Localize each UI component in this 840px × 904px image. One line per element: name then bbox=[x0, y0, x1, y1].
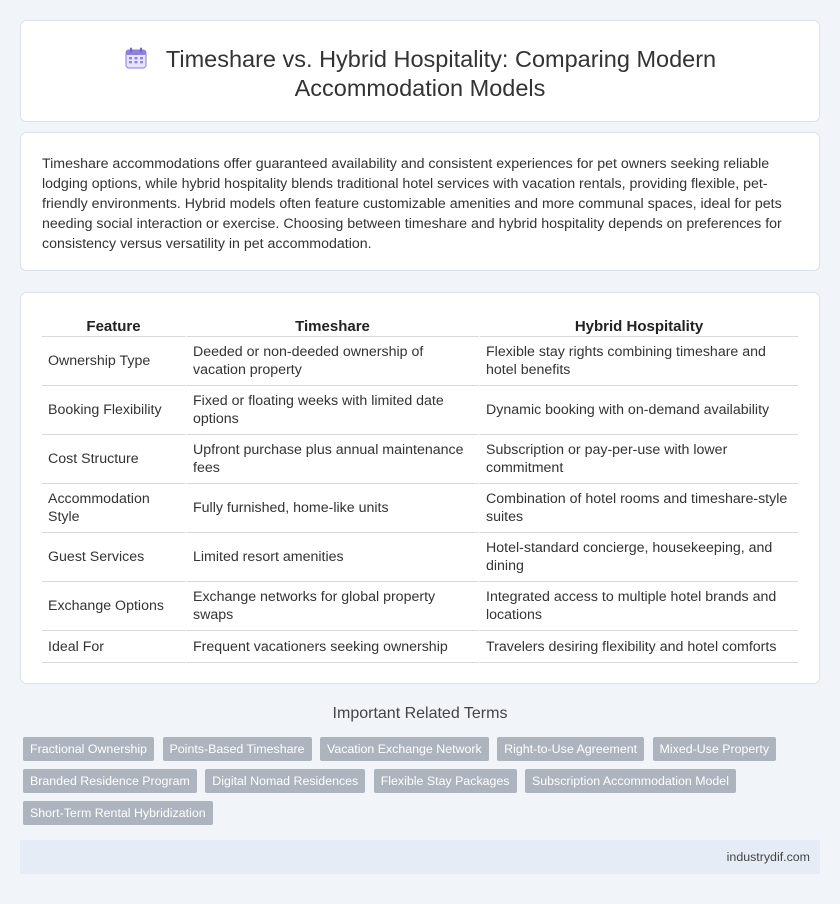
hybrid-cell: Subscription or pay-per-use with lower commitment bbox=[480, 435, 798, 484]
footer bbox=[20, 840, 820, 874]
hybrid-cell: Dynamic booking with on-demand availability bbox=[480, 386, 798, 435]
table-row bbox=[42, 582, 798, 631]
hybrid-cell: Travelers desiring flexibility and hotel comforts bbox=[480, 631, 798, 663]
related-terms-title: Important Related Terms bbox=[332, 705, 508, 722]
table-row bbox=[42, 484, 798, 533]
title-line-1: Timeshare vs. Hybrid Hospitality: Comparing Modern bbox=[165, 46, 717, 72]
related-term-tag[interactable]: Mixed-Use Property bbox=[653, 737, 776, 761]
timeshare-cell: Fixed or floating weeks with limited date options bbox=[187, 386, 480, 435]
comparison-table bbox=[42, 315, 798, 663]
feature-cell: Guest Services bbox=[42, 533, 187, 582]
intro-card bbox=[20, 132, 820, 271]
table-header-row bbox=[42, 315, 798, 337]
timeshare-cell: Frequent vacationers seeking ownership bbox=[187, 631, 480, 663]
hybrid-cell: Flexible stay rights combining timeshare and hotel benefits bbox=[480, 337, 798, 386]
header-timeshare: Timeshare bbox=[187, 315, 480, 337]
feature-cell: Ownership Type bbox=[42, 337, 187, 386]
related-term-tag[interactable]: Points-Based Timeshare bbox=[163, 737, 312, 761]
timeshare-cell: Upfront purchase plus annual maintenance fees bbox=[187, 435, 480, 484]
calendar-icon bbox=[124, 46, 148, 70]
related-term-tag[interactable]: Branded Residence Program bbox=[23, 769, 197, 793]
intro-paragraph: Timeshare accommodations offer guaranteed availability and consistent experiences for pet owners seeking reliable lodging options, while hybrid hospitality blends traditional hotel services with vacation rentals, providing flexible, pet-friendly environments. Hybrid models often feature customizable amenities and more communal spaces, ideal for pets needing social interaction or exercise. Choosing between timeshare and hybrid hospitality depends on preferences for consistency versus versatility in pet accommodation. bbox=[42, 156, 782, 252]
comparison-card bbox=[20, 292, 820, 684]
hybrid-cell: Hotel-standard concierge, housekeeping, and dining bbox=[480, 533, 798, 582]
footer-site[interactable]: industrydif.com bbox=[726, 850, 810, 864]
hybrid-cell: Integrated access to multiple hotel brands and locations bbox=[480, 582, 798, 631]
related-term-tag[interactable]: Flexible Stay Packages bbox=[374, 769, 517, 793]
title-card bbox=[20, 20, 820, 122]
table-row bbox=[42, 337, 798, 386]
feature-cell: Ideal For bbox=[42, 631, 187, 663]
header-hybrid: Hybrid Hospitality bbox=[480, 315, 798, 337]
related-term-tag[interactable]: Fractional Ownership bbox=[23, 737, 154, 761]
title-line-2: Accommodation Models bbox=[294, 75, 546, 101]
table-row bbox=[42, 631, 798, 663]
feature-cell: Cost Structure bbox=[42, 435, 187, 484]
related-term-tag[interactable]: Short-Term Rental Hybridization bbox=[23, 801, 213, 825]
page-title bbox=[21, 45, 819, 103]
timeshare-cell: Fully furnished, home-like units bbox=[187, 484, 480, 533]
header-feature: Feature bbox=[42, 315, 187, 337]
related-term-tag[interactable]: Subscription Accommodation Model bbox=[525, 769, 736, 793]
related-term-tag[interactable]: Right-to-Use Agreement bbox=[497, 737, 644, 761]
timeshare-cell: Deeded or non-deeded ownership of vacation property bbox=[187, 337, 480, 386]
table-row bbox=[42, 533, 798, 582]
table-row bbox=[42, 435, 798, 484]
feature-cell: Accommodation Style bbox=[42, 484, 187, 533]
feature-cell: Exchange Options bbox=[42, 582, 187, 631]
hybrid-cell: Combination of hotel rooms and timeshare-style suites bbox=[480, 484, 798, 533]
feature-cell: Booking Flexibility bbox=[42, 386, 187, 435]
timeshare-cell: Limited resort amenities bbox=[187, 533, 480, 582]
related-terms-list bbox=[23, 737, 783, 833]
related-term-tag[interactable]: Digital Nomad Residences bbox=[205, 769, 365, 793]
table-row bbox=[42, 386, 798, 435]
related-term-tag[interactable]: Vacation Exchange Network bbox=[320, 737, 489, 761]
timeshare-cell: Exchange networks for global property swaps bbox=[187, 582, 480, 631]
